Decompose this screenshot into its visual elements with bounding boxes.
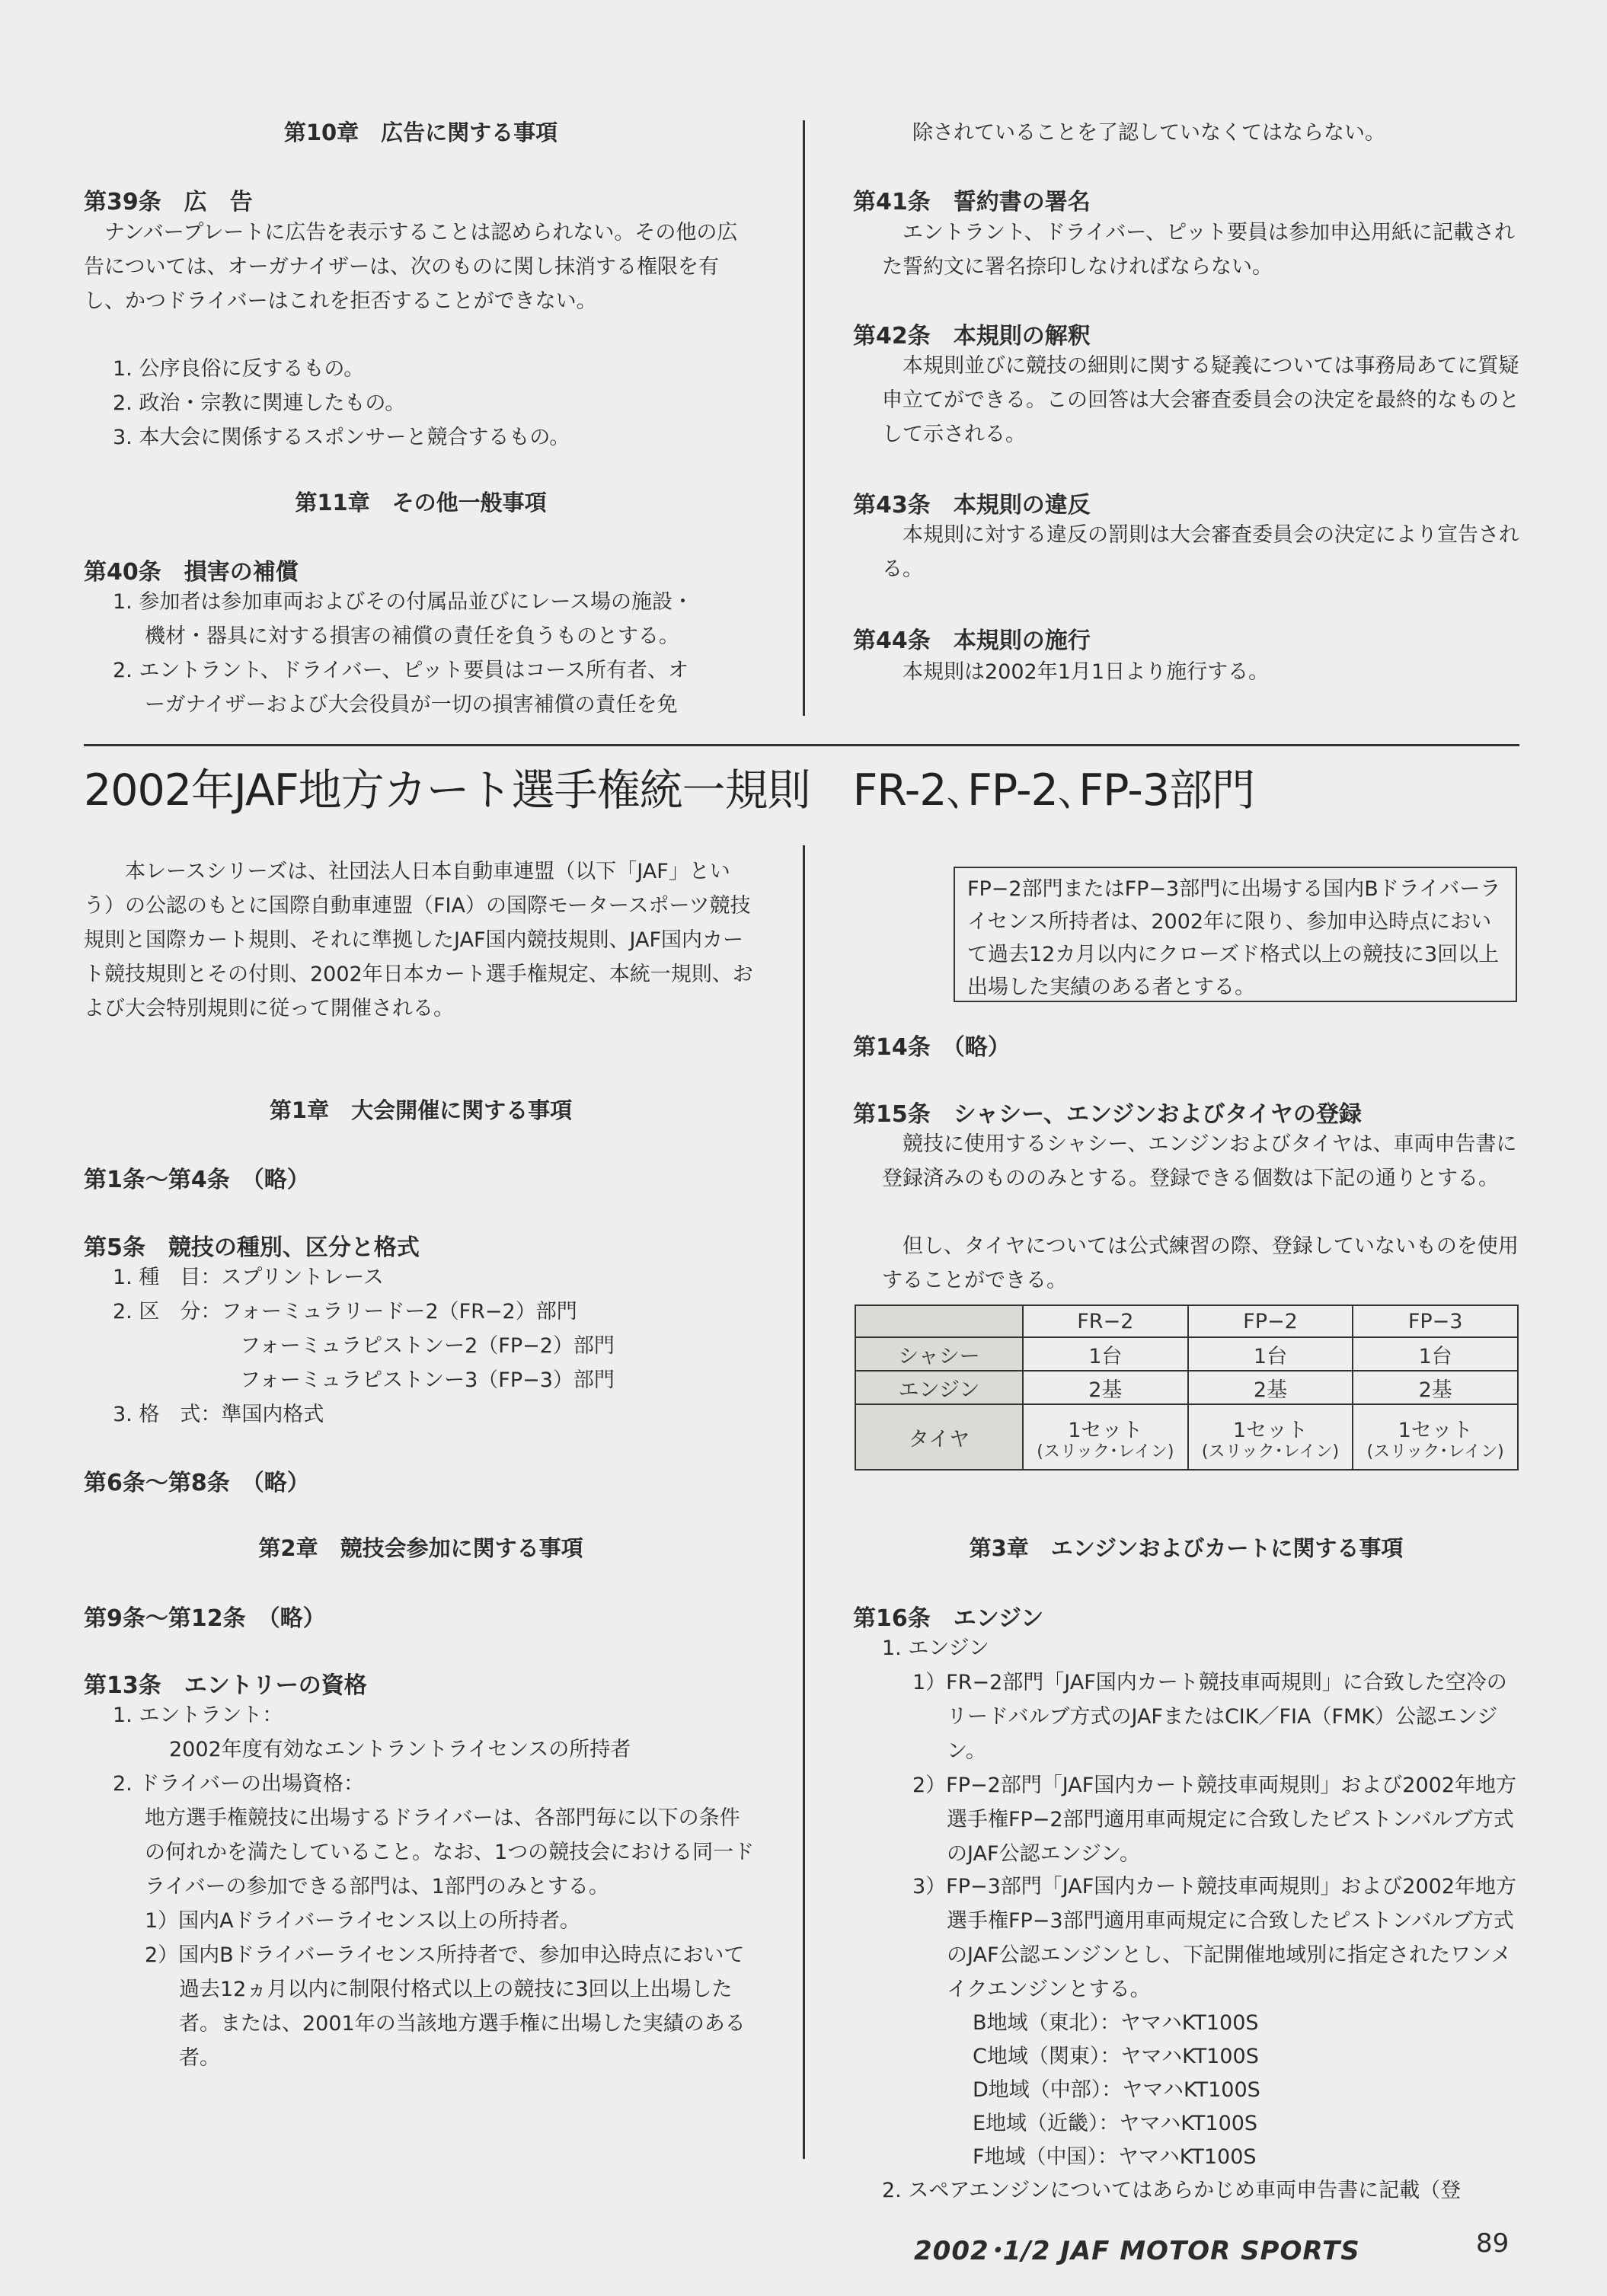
magazine-footer: 2002･1/2 JAF MOTOR SPORTS [914, 2236, 1360, 2266]
table-row-label: エンジン [855, 1371, 1023, 1404]
table-cell [1023, 1404, 1188, 1470]
article-40-item-1b: 機材・器具に対する損害の補償の責任を負うものとする。 [145, 624, 679, 648]
table-row-engine [855, 1371, 1518, 1404]
tire-set: 1セット [1398, 1418, 1473, 1442]
table-header-empty [855, 1305, 1023, 1337]
page-number: 89 [1476, 2228, 1510, 2259]
chapter-3-heading: 第3章 エンジンおよびカートに関する事項 [969, 1535, 1404, 1561]
articles-9-12: 第9条～第12条 （略） [84, 1605, 326, 1632]
table-header-fp3: FP−3 [1353, 1305, 1518, 1337]
region-c: C地域（関東）：ヤマハKT100S [973, 2045, 1259, 2068]
fp-license-note-text: FP−2部門またはFP−3部門に出場する国内Bドライバーライセンス所持者は、2002年に限り、参加申込時点において過去12カ月以内にクローズド格式以上の競技に3回以上出場した実績のある者とする。 [967, 877, 1501, 999]
chapter-10-heading: 第10章 広告に関する事項 [283, 120, 558, 145]
article-40-title: 第40条 損害の補償 [84, 559, 299, 586]
chapter-1-heading: 第1章 大会開催に関する事項 [269, 1097, 573, 1123]
table-cell: 2基 [1353, 1371, 1518, 1404]
article-16-sub-1: 1）FR−2部門「JAF国内カート競技車両規則」に合致した空冷のリードバルブ方式のJAFまたはCIK／FIA（FMK）公認エンジン。 [912, 1671, 1507, 1763]
article-39-text: ナンバープレートに広告を表示することは認められない。その他の広告については、オーガナイザーは、次のものに関し抹消する権限を有し、かつドライバーはこれを拒否することができない。 [84, 221, 738, 313]
table-cell: 2基 [1023, 1371, 1188, 1404]
article-5-title: 第5条 競技の種別、区分と格式 [84, 1234, 420, 1261]
article-13-item-1: 1. エントラント： [113, 1704, 283, 1727]
article-15-title: 第15条 シャシー、エンジンおよびタイヤの登録 [853, 1101, 1362, 1128]
article-13-item-2-text: 地方選手権競技に出場するドライバーは、各部門毎に以下の条件の何れかを満たしていること。なお、1つの競技会における同一ドライバーの参加できる部門は、1部門のみとする。 [145, 1806, 755, 1898]
tire-set: 1セット [1068, 1418, 1143, 1442]
article-16-item-2: 2. スペアエンジンについてはあらかじめ車両申告書に記載（登 [882, 2179, 1462, 2202]
article-16-sub-2: 2）FP−2部門「JAF国内カート競技車両規則」および2002年地方選手権FP−2部門適用車両規定に合致したピストンバルブ方式のJAF公認エンジン。 [912, 1774, 1516, 1866]
article-39-item-3: 3. 本大会に関係するスポンサーと競合するもの。 [113, 426, 570, 449]
article-13-sub-1: 1）国内Aドライバーライセンス以上の所持者。 [145, 1909, 580, 1933]
intro-paragraph: 本レースシリーズは、社団法人日本自動車連盟（以下「JAF」という）の公認のもとに国際自動車連盟（FIA）の国際モータースポーツ競技規則と国際カート規則、それに準拠したJAF国内競技規則、JAF国内カート競技規則とその付則、2002年日本カート選手権規定、本統一規則、および大会特別規則に従って開催される。 [84, 860, 753, 1020]
title-rule [84, 744, 1519, 746]
table-cell [1353, 1404, 1518, 1470]
region-e: E地域（近畿）：ヤマハKT100S [973, 2112, 1258, 2135]
table-cell: 1台 [1023, 1337, 1188, 1371]
table-cell [1188, 1404, 1353, 1470]
table-cell: 1台 [1353, 1337, 1518, 1371]
article-13-title: 第13条 エントリーの資格 [84, 1672, 367, 1699]
table-header-row [855, 1305, 1518, 1337]
article-41-title: 第41条 誓約書の署名 [853, 189, 1091, 216]
fp-license-note-box [954, 867, 1517, 1002]
tire-type: (スリック･レイン) [1201, 1442, 1340, 1461]
article-5-item-2: 2. 区 分：フォーミュラリードー2（FR−2）部門 [113, 1300, 577, 1324]
articles-6-8: 第6条～第8条 （略） [84, 1470, 310, 1496]
region-d: D地域（中部）：ヤマハKT100S [973, 2078, 1260, 2102]
table-cell: 1台 [1188, 1337, 1353, 1371]
article-16-item-1: 1. エンジン [882, 1637, 989, 1660]
article-14: 第14条 （略） [853, 1034, 1011, 1061]
article-13-sub-2: 2）国内Bドライバーライセンス所持者で、参加申込時点において過去12ヵ月以内に制限付格式以上の競技に3回以上出場した者。または、2001年の当該地方選手権に出場した実績のある者。 [145, 1943, 746, 2070]
article-43-title: 第43条 本規則の違反 [853, 492, 1091, 519]
chapter-2-heading: 第2章 競技会参加に関する事項 [258, 1535, 583, 1561]
article-15-text-2: 但し、タイヤについては公式練習の際、登録していないものを使用することができる。 [882, 1234, 1519, 1292]
bottom-column-divider [803, 845, 805, 2159]
article-44-text: 本規則は2002年1月1日より施行する。 [903, 660, 1270, 684]
tire-set: 1セット [1232, 1418, 1308, 1442]
article-40-item-1a: 1. 参加者は参加車両およびその付属品並びにレース場の施設・ [113, 590, 693, 614]
article-16-sub-3: 3）FP−3部門「JAF国内カート競技車両規則」および2002年地方選手権FP−3部門適用車両規定に合致したピストンバルブ方式のJAF公認エンジンとし、下記開催地域別に指定されたワンメイクエンジンとする。 [912, 1875, 1516, 2001]
article-40-item-2a: 2. エントラント、ドライバー、ピット要員はコース所有者、オ [113, 659, 689, 682]
main-title: 2002年JAF地方カート選手権統一規則 FR-2､FP-2､FP-3部門 [84, 765, 1255, 816]
article-42-title: 第42条 本規則の解釈 [853, 323, 1091, 350]
article-39-item-1: 1. 公序良俗に反するもの。 [113, 357, 365, 381]
article-44-title: 第44条 本規則の施行 [853, 627, 1091, 654]
article-39-title: 第39条 広 告 [84, 189, 253, 216]
article-5-item-2b: フォーミュラピストンー2（FP−2）部門 [240, 1334, 615, 1358]
article-5-item-2c: フォーミュラピストンー3（FP−3）部門 [240, 1368, 615, 1392]
article-39-item-2: 2. 政治・宗教に関連したもの。 [113, 391, 406, 415]
article-43-text: 本規則に対する違反の罰則は大会審査委員会の決定により宣告される。 [882, 523, 1519, 581]
article-41-text: エントラント、ドライバー、ピット要員は参加申込用紙に記載された誓約文に署名捺印しなければならない。 [882, 221, 1516, 279]
article-16-title: 第16条 エンジン [853, 1605, 1044, 1632]
table-row-tire [855, 1404, 1518, 1470]
table-row-chassis [855, 1337, 1518, 1371]
table-header-fp2: FP−2 [1188, 1305, 1353, 1337]
article-13-item-1-text: 2002年度有効なエントラントライセンスの所持者 [169, 1738, 631, 1761]
article-40-continued: 除されていることを了認していなくてはならない。 [912, 121, 1385, 145]
articles-1-4: 第1条～第4条 （略） [84, 1167, 310, 1193]
registration-table [855, 1304, 1519, 1471]
article-15-text-1: 競技に使用するシャシー、エンジンおよびタイヤは、車両申告書に登録済みのもののみとする。登録できる個数は下記の通りとする。 [882, 1132, 1517, 1190]
article-5-item-1: 1. 種 目：スプリントレース [113, 1266, 384, 1289]
region-f: F地域（中国）：ヤマハKT100S [973, 2145, 1257, 2169]
table-row-label: タイヤ [855, 1404, 1023, 1470]
article-13-item-2: 2. ドライバーの出場資格： [113, 1772, 364, 1796]
table-row-label: シャシー [855, 1337, 1023, 1371]
tire-type: (スリック･レイン) [1366, 1442, 1504, 1461]
article-42-text: 本規則並びに競技の細則に関する疑義については事務局あてに質疑申立てができる。この回答は大会審査委員会の決定を最終的なものとして示される。 [882, 354, 1519, 446]
article-40-item-2b: ーガナイザーおよび大会役員が一切の損害補償の責任を免 [145, 693, 678, 717]
region-b: B地域（東北）：ヤマハKT100S [973, 2011, 1259, 2035]
article-5-item-3: 3. 格 式：準国内格式 [113, 1403, 324, 1426]
chapter-11-heading: 第11章 その他一般事項 [295, 490, 547, 516]
top-column-divider [803, 120, 805, 716]
tire-type: (スリック･レイン) [1037, 1442, 1174, 1461]
table-header-fr2: FR−2 [1023, 1305, 1188, 1337]
table-cell: 2基 [1188, 1371, 1353, 1404]
